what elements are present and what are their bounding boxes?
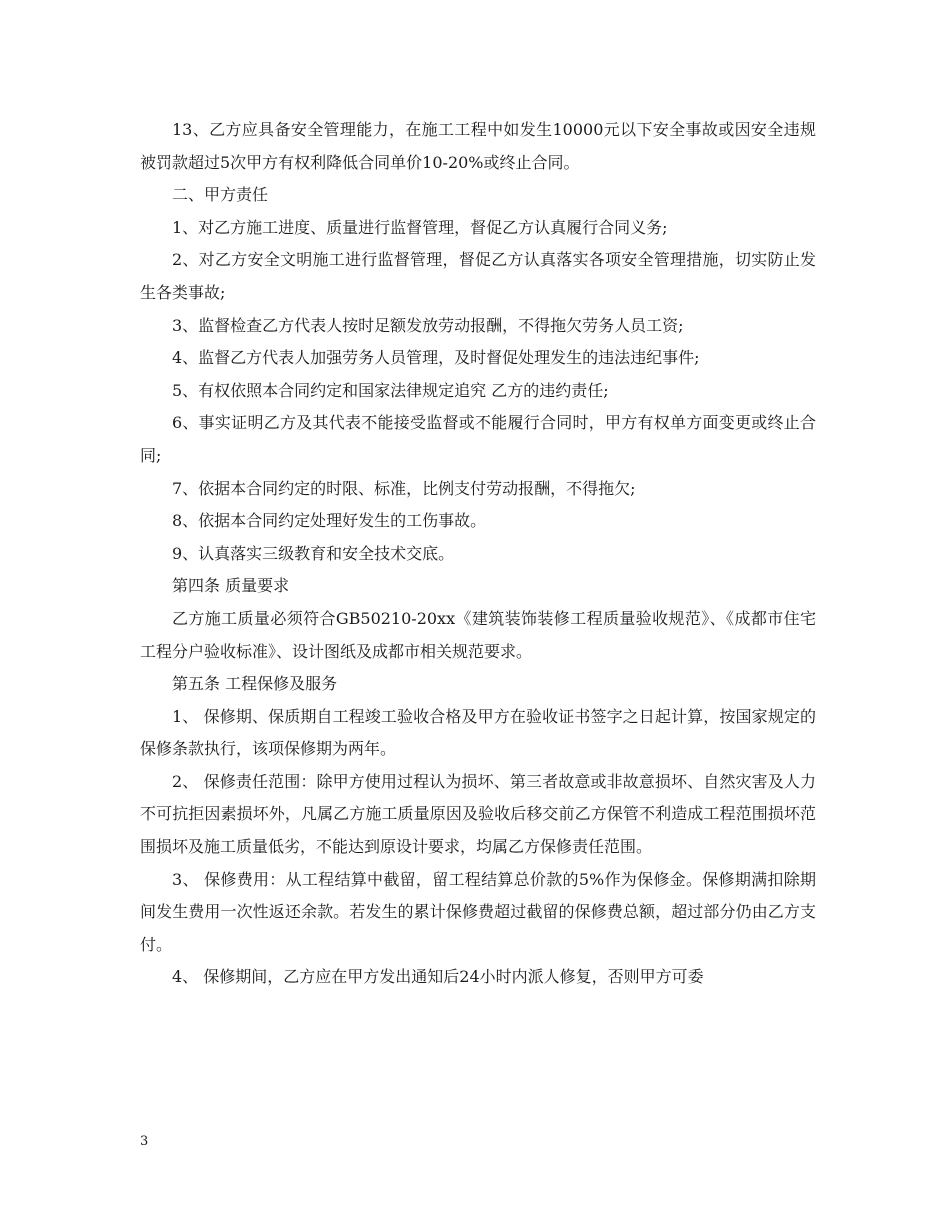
paragraph-party-a-6: 6、事实证明乙方及其代表不能接受监督或不能履行合同时，甲方有权单方面变更或终止合同; (140, 413, 816, 465)
paragraph-party-a-8: 8、依据本合同约定处理好发生的工伤事故。 (172, 511, 487, 531)
paragraph-quality-requirements: 乙方施工质量必须符合GB50210-20xx《建筑装饰装修工程质量验收规范》、《成都市住宅工程分户验收标准》、设计图纸及成都市相关规范要求。 (140, 608, 816, 661)
document-body (140, 114, 816, 994)
heading-article-5-warranty: 第五条 工程保修及服务 (172, 674, 338, 694)
paragraph-party-a-2: 2、对乙方安全文明施工进行监督管理，督促乙方认真落实各项安全管理措施，切实防止发生各类事故; (140, 250, 816, 302)
paragraph-party-a-9: 9、认真落实三级教育和安全技术交底。 (172, 543, 455, 563)
paragraph-warranty-2: 2、 保修责任范围：除甲方使用过程认为损坏、第三者故意或非故意损坏、自然灾害及人力不可抗拒因素损坏外，凡属乙方施工质量原因及验收后移交前乙方保管不利造成工程范围损坏范围损坏及施工质量低劣，不能达到原设计要求，均属乙方保修责任范围。 (140, 771, 816, 857)
heading-article-4-quality: 第四条 质量要求 (172, 576, 290, 596)
paragraph-warranty-4: 4、 保修期间，乙方应在甲方发出通知后24小时内派人修复，否则甲方可委 (172, 967, 704, 987)
heading-party-a-responsibilities: 二、甲方责任 (172, 185, 269, 205)
paragraph-clause-13: 13、乙方应具备安全管理能力，在施工工程中如发生10000元以下安全事故或因安全违规被罚款超过5次甲方有权利降低合同单价10-20%或终止合同。 (140, 120, 816, 172)
page-number: 3 (140, 1134, 149, 1149)
paragraph-party-a-4: 4、监督乙方代表人加强劳务人员管理，及时督促处理发生的违法违纪事件; (172, 348, 700, 368)
paragraph-warranty-1: 1、 保修期、保质期自工程竣工验收合格及甲方在验收证书签字之日起计算，按国家规定的保修条款执行，该项保修期为两年。 (140, 706, 816, 759)
paragraph-party-a-5: 5、有权依照本合同约定和国家法律规定追究 乙方的违约责任; (172, 380, 609, 400)
paragraph-warranty-3: 3、 保修费用：从工程结算中截留，留工程结算总价款的5%作为保修金。保修期满扣除期间发生费用一次性返还余款。若发生的累计保修费超过截留的保修费总额，超过部分仍由乙方支付。 (140, 869, 816, 954)
paragraph-party-a-3: 3、监督检查乙方代表人按时足额发放劳动报酬，不得拖欠劳务人员工资; (172, 315, 684, 335)
paragraph-party-a-7: 7、依据本合同约定的时限、标准，比例支付劳动报酬，不得拖欠; (172, 478, 636, 498)
paragraph-party-a-1: 1、对乙方施工进度、质量进行监督管理，督促乙方认真履行合同义务; (172, 217, 668, 237)
